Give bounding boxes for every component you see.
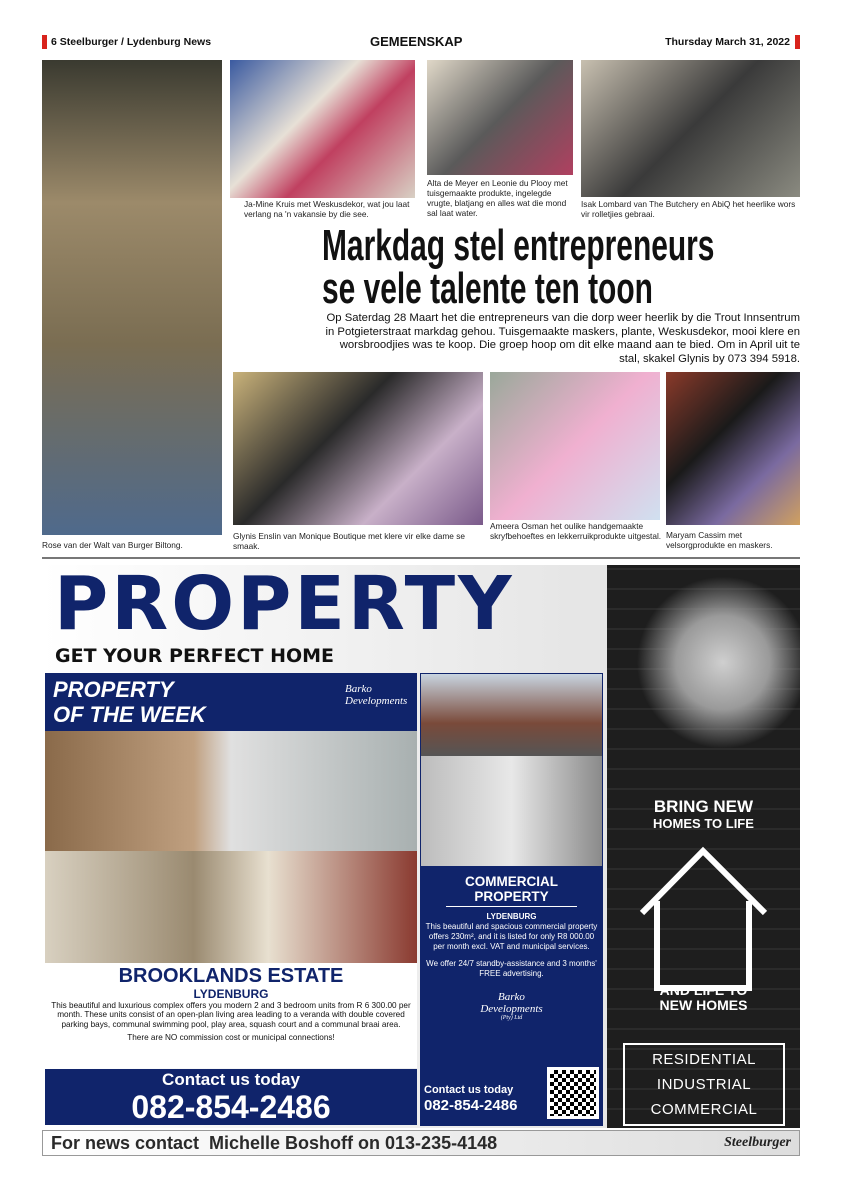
footer-contact: For news contact Michelle Boshoff on 013-235-4148 [51,1133,498,1153]
photo-glynis [233,372,483,525]
estate-title: BROOKLANDS ESTATE [118,965,344,987]
photo-rose [42,60,222,535]
ad-subtitle: GET YOUR PERFECT HOME [55,645,335,667]
photo-commercial-interior [421,756,602,866]
caption-jamine: Ja-Mine Kruis met Weskusdekor, wat jou laat verlang na 'n vakansie by die see. [244,199,410,219]
caption-alta: Alta de Meyer en Leonie du Plooy met tuisgemaakte produkte, ingelegde vrugte, blatjang en alles wat die mond sal laat water. [427,178,568,218]
issue-date: Thursday March 31, 2022 [665,36,790,48]
commercial-title: COMMERCIAL PROPERTY [446,874,577,907]
article-body: Op Saterdag 28 Maart het die entrepreneurs van die dorp weer heerlik by die Trout Innsentrum in Potgieterstraat markdag gehou. Tuisgemaakte maskers, plante, Weskusdekor, mooi klere en worsbroodjies was te koop. Die groep hoop om dit elke maand aan te bied. Om in April uit te stal, skakel Glynis by 073 394 5918. [325,312,800,365]
estate-description: This beautiful and luxurious complex offers you modern 2 and 3 bedroom units from R 6 300.00 per month. These units consist of an open-plan living area leading to a veranda with double covered parking bays, communal swimming pool, play area, squash court and a communal braai area. [51,1001,411,1029]
estate-note: There are NO commission cost or municipal connections! [127,1033,335,1043]
potw-banner: PROPERTY OF THE WEEK Barko Developments [45,673,417,731]
property-types: RESIDENTIAL INDUSTRIAL COMMERCIAL [623,1043,785,1126]
commercial-contact-label: Contact us today [424,1084,514,1096]
steelburger-logo: Steelburger [724,1135,791,1150]
commercial-offer: We offer 24/7 standby-assistance and 3 months' FREE advertising. [426,959,597,979]
house-outline-icon [637,843,770,993]
contact-label: Contact us today [162,1070,300,1089]
barko-logo: Barko Developments [345,683,408,707]
photo-veranda-bathroom [45,731,417,851]
footer-bar [42,1130,800,1156]
photo-maryam [666,372,800,525]
page-folio: 6 Steelburger / Lydenburg News [51,36,212,48]
estate-town: LYDENBURG [193,987,269,1001]
photo-jamine [230,60,415,198]
caption-maryam: Maryam Cassim met velsorgprodukte en maskers. [666,530,773,550]
header-marker-left [42,35,47,49]
commercial-town: LYDENBURG [486,912,537,921]
photo-isak [581,60,800,197]
slogan-line-1: BRING NEW [653,797,754,816]
caption-glynis: Glynis Enslin van Monique Boutique met klere vir elke dame se smaak. [233,531,465,551]
contact-phone[interactable]: 082-854-2486 [131,1089,331,1125]
caption-ameera: Ameera Osman het oulike handgemaakte skryfbehoeftes en lekkerruikprodukte uitgestal. [490,521,662,541]
photo-interior-kitchen [45,851,417,963]
qr-code[interactable] [547,1067,599,1119]
caption-rose: Rose van der Walt van Burger Biltong. [42,540,183,550]
commercial-description: This beautiful and spacious commercial property offers 230m², and it is listed for only R8 000.00 per month excl. VAT and municipal services. [425,922,598,951]
photo-ameera [490,372,660,520]
barko-logo-2: Barko Developments (Pty) Ltd [480,990,543,1021]
slogan-line-2: HOMES TO LIFE [653,816,754,831]
photo-alta [427,60,573,175]
slogan-line-3: AND LIFE TO [659,982,748,998]
header-marker-right [795,35,800,49]
ad-title: PROPERTY [54,561,515,647]
photo-commercial-exterior [421,674,602,756]
property-ad [42,561,800,1128]
headline: Markdag stel entrepreneurs se vele talente ten toon [322,221,715,313]
house-key-graphic [607,577,800,767]
divider [42,557,800,559]
slogan-line-4: NEW HOMES [659,997,748,1013]
section-title: GEMEENSKAP [370,34,463,49]
caption-isak: Isak Lombard van The Butchery en AbiQ het heerlike wors vir rolletjies gebraai. [581,199,796,219]
commercial-contact-phone[interactable]: 082-854-2486 [424,1097,518,1114]
